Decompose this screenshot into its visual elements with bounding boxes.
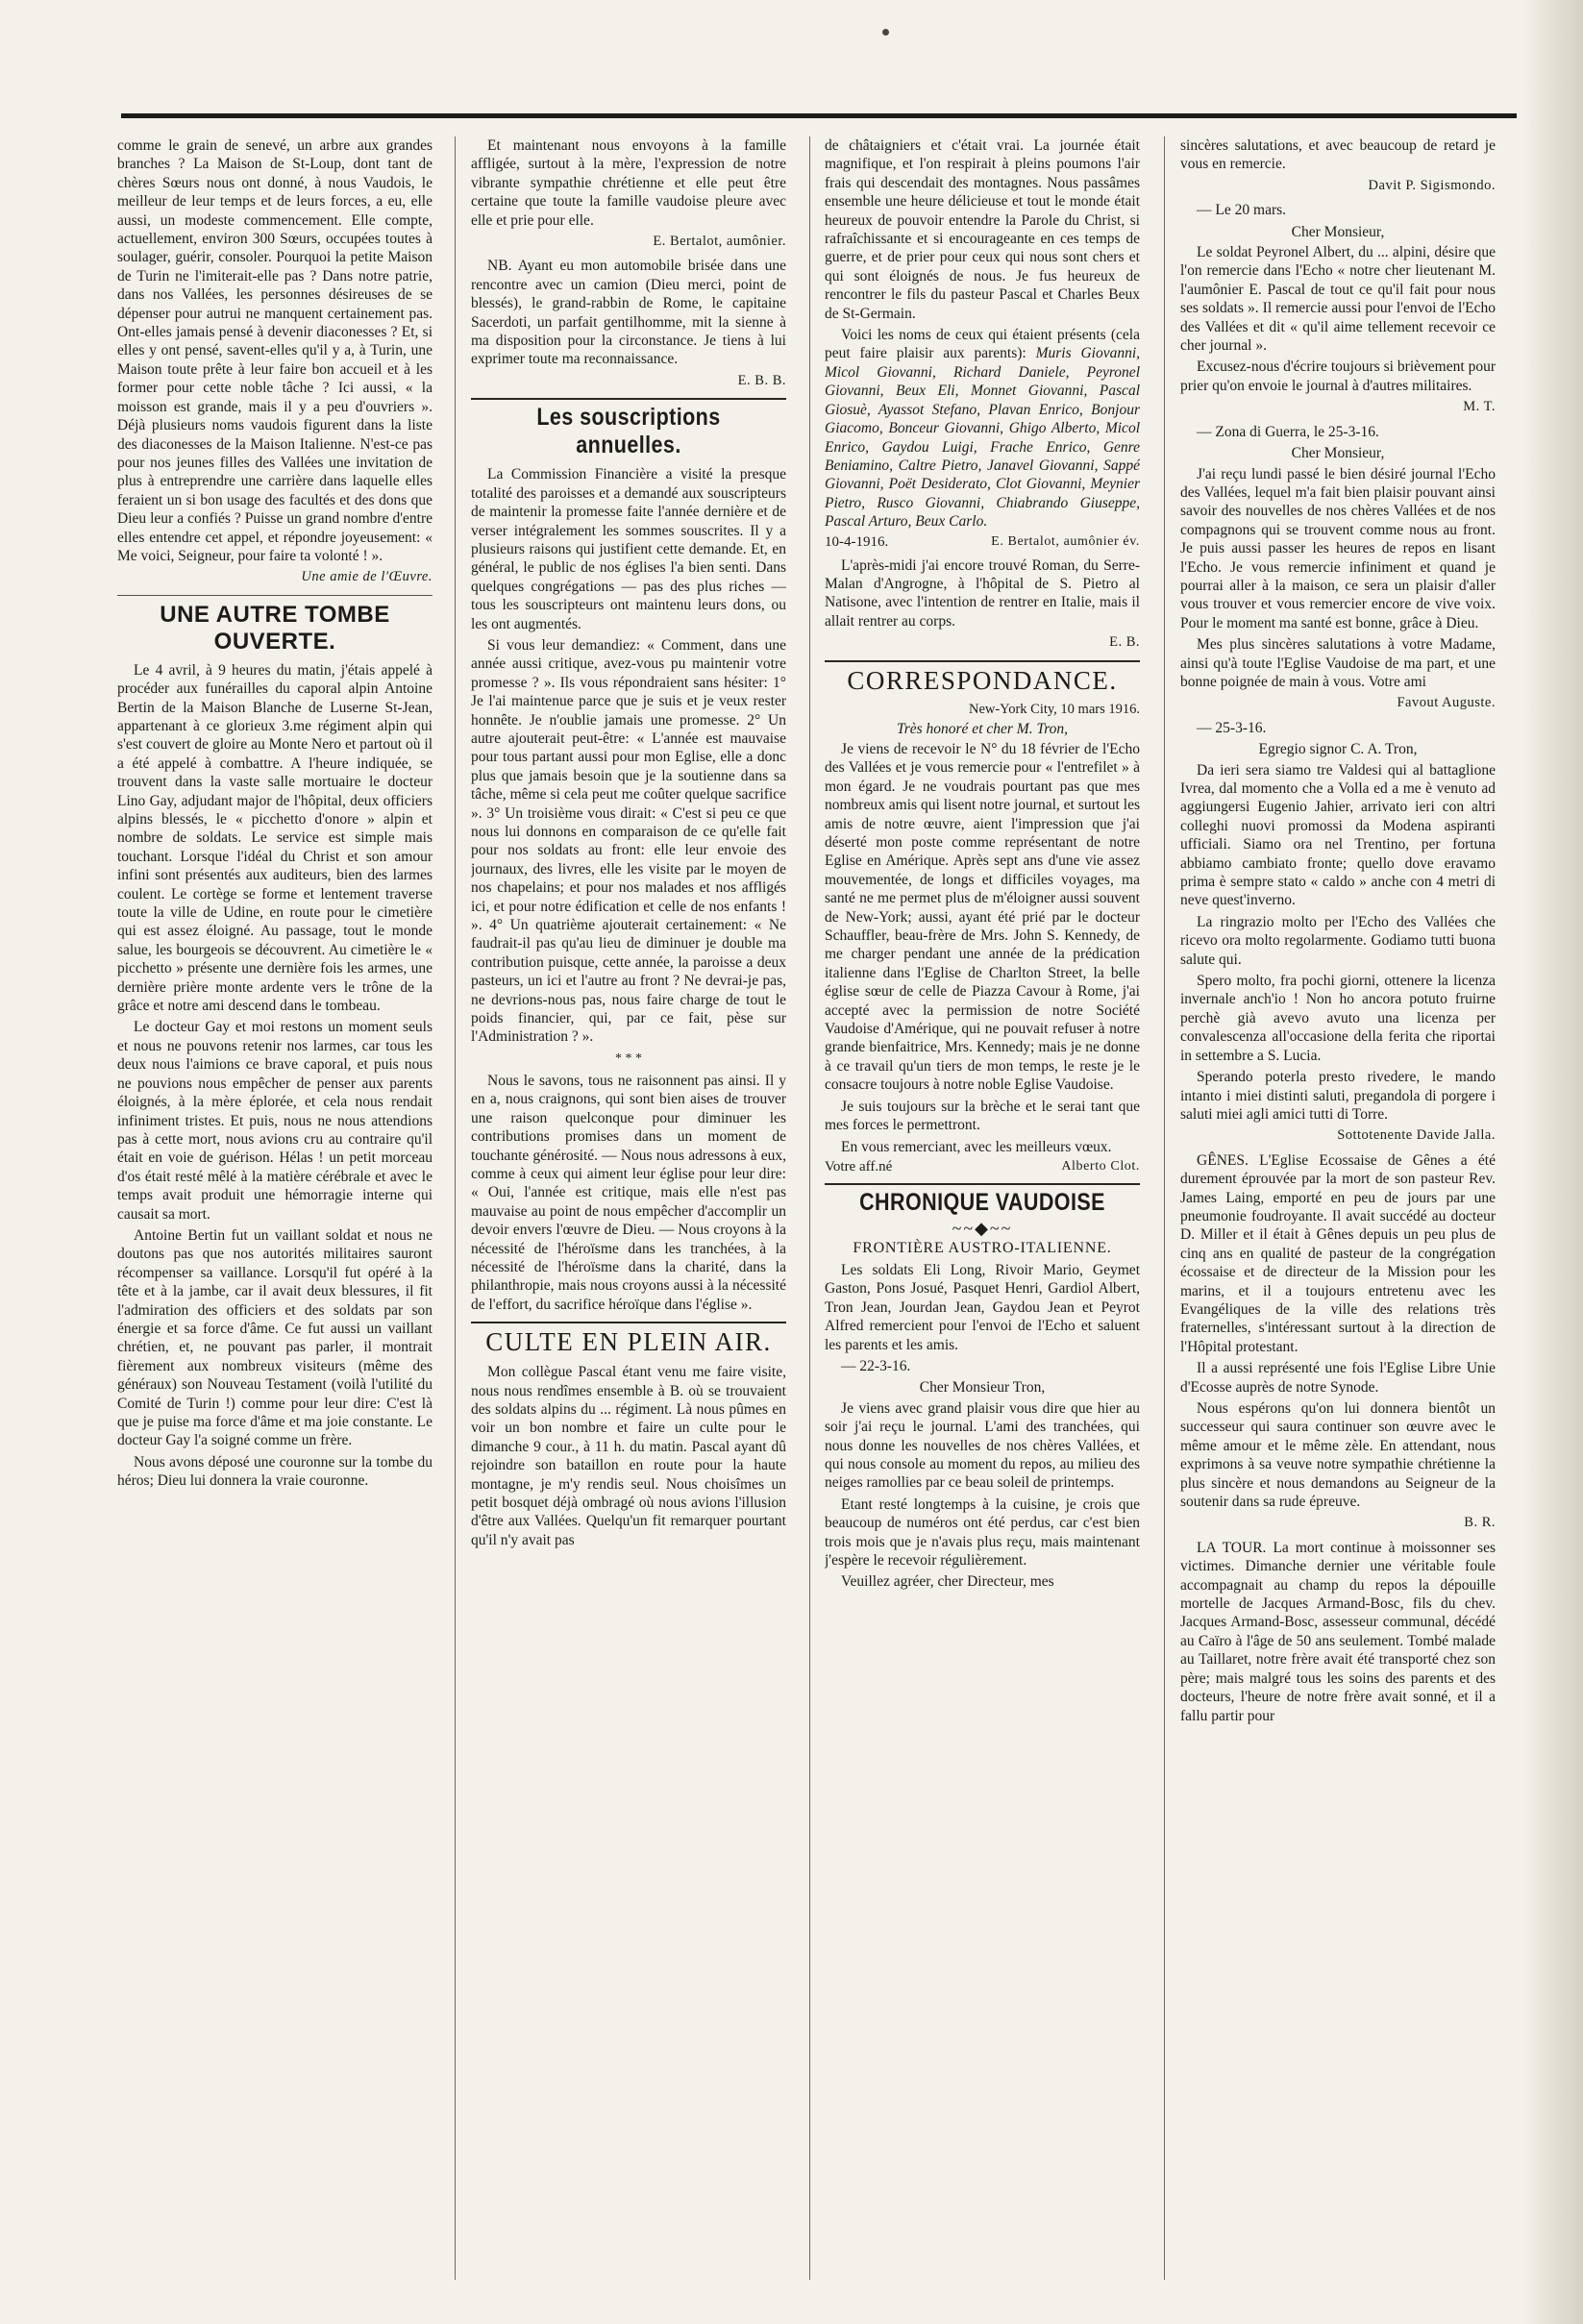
article-paragraph: Le docteur Gay et moi restons un moment seuls et nous ne pouvons retenir nos larmes, car tous les deux nous l'aimions ce brave caporal, et puis nous ne pouvions nous empêcher de penser aux parents éloignés, à la mère éplorée, et cela nous rendait infiniment tristes. Et puis, nous ne nous attendions pas à cette mort, nous avions cru au contraire qu'il était en voie de guérison. Hélas ! un petit morceau d'os était resté mêlé à la matière cérébrale et avec le temps avait produit une hémorragie interne qui causait sa mort. — [117, 1019, 433, 1223]
article-signature: B. R. — [1464, 1515, 1496, 1531]
letter-paragraph: Mes plus sincères salutations à votre Madame, ainsi qu'à toute l'Eglise Vaudoise de ma part, et une bonne poignée de main à vous. Votre ami — [1180, 636, 1496, 690]
asterism: * * * — [615, 1051, 642, 1066]
letter-paragraph: Le soldat Peyronel Albert, du ... alpini, désire que l'on remercie dans l'Echo « notre cher lieutenant M. l'aumônier E. Pascal de tout ce qu'il fait pour nous ses soldats ». Il remercie aussi pour l'envoi de l'Echo des Vallées et dit « qu'il aime tellement recevoir ce cher journal ». — [1180, 244, 1496, 355]
heading-ornament: ~~◆~~ — [952, 1218, 1013, 1238]
column-2 — [471, 136, 786, 2280]
column-4 — [1180, 136, 1496, 2280]
letter-salutation: Cher Monsieur, — [1291, 445, 1385, 462]
letter-salutation: Très honoré et cher M. Tron, — [896, 720, 1069, 737]
article-heading-tombe: UNE AUTRE TOMBE OUVERTE. — [160, 601, 390, 655]
letter-signature: Alberto Clot. — [1061, 1158, 1140, 1174]
letter-closing-row — [825, 1159, 1140, 1175]
letter-dateline: — Zona di Guerra, le 25-3-16. — [1197, 423, 1379, 440]
article-separator — [825, 1183, 1140, 1185]
letter-dateline: — 22-3-16. — [841, 1357, 911, 1374]
letter-paragraph: Da ieri sera siamo tre Valdesi qui al battaglione Ivrea, dal momento che a Volla ed a me è venuto ad aggiungersi Eugenio Jahier, arrivato ieri con altri colleghi nuovi promossi da Modena aspiranti ufficiali. Siamo ora nel Trentino, per fortuna abbiamo cambiato fronte; quello dove eravamo prima è sempre stato « caldo » anche con 4 metri di neve quest'inverno. — [1180, 761, 1496, 909]
column-divider — [455, 136, 456, 2280]
article-heading-souscriptions: Les souscriptions annuelles. — [536, 404, 721, 459]
article-separator — [825, 660, 1140, 662]
article-paragraph: Voici les noms de ceux qui étaient présents (cela peut faire plaisir aux parents): Muris Giovanni, Micol Giovanni, Richard Daniele, Peyronel Giovanni, Beux Eli, Monnet Giovanni, Pascal Giosuè, Ayassot Stefano, Plavan Enrico, Bonjour Giacomo, Bonceur Giovanni, Ghigo Alberto, Micol Enrico, Gaydou Luigi, Frache Enrico, Genre Beniamino, Caltre Pietro, Janavel Giovanni, Sappé Giovanni, Poët Desiderato, Clot Giovanni, Meynier Pietro, Rusco Giovanni, Chiabrando Giuseppe, Pascal Arturo, Beux Carlo. — [825, 327, 1140, 531]
letter-dateline: New-York City, 10 mars 1916. — [968, 701, 1140, 717]
letter-paragraph: Sperando poterla presto rivedere, le mando intanto i miei distinti saluti, pregandola di porgere i saluti miei agli amici tutti di Torre. — [1180, 1069, 1496, 1123]
article-signature-row — [825, 534, 1140, 551]
section-heading-correspondance: CORRESPONDANCE. — [847, 665, 1118, 695]
letter-paragraph: Je suis toujours sur la brèche et le serai tant que mes forces le permettront. — [825, 1098, 1140, 1134]
article-paragraph: Les soldats Eli Long, Rivoir Mario, Geymet Gaston, Pons Josué, Pasquet Henri, Gardiol Albert, Tron Jean, Jourdan Jean, Gaydou Jean et Peyrot Alfred remercient pour l'envoi de l'Echo et saluent les parents et les amis. — [825, 1261, 1140, 1353]
article-paragraph: Le 4 avril, à 9 heures du matin, j'étais appelé à procéder aux funérailles du caporal alpin Antoine Bertin de la Maison Blanche de Luserne St-Jean, appartenant à ce glorieux 3.me régiment alpin qui s'est couvert de gloire au Monte Nero et partout où il a été appelé à combattre. A l'heure indiquée, se trouvent dans la vaste salle mortuaire le docteur Lino Gay, adjudant major de l'hôpital, deux officiers alpins blessés, le « picchetto d'onore » alpin et nombre de soldats. Le service est simple mais touchant. Lorsque l'idéal du Christ et son amour infini sont présentés aux auditeurs, bien des larmes coulent. Le cortège se forme et lentement traverse toute la ville de Udine, en route pour le cimetière qui est assez éloigné. Au passage, tout le monde salue, les bourgeois se découvrent. Au cimetière le « picchetto » présente une dernière fois les armes, une dernière prière monte ardente vers le trône de la grâce et notre ami descend dans le tombeau. — [117, 661, 433, 1015]
section-subheading: FRONTIÈRE AUSTRO-ITALIENNE. — [853, 1239, 1112, 1256]
letter-paragraph: Je viens avec grand plaisir vous dire que hier au soir j'ai reçu le journal. L'ami des tranchées, qui nous donne les nouvelles de nos chères Vallées, et qui nous console au moment du repos, au milieu des neiges ramollies par ce beau soleil de printemps. — [825, 1399, 1140, 1492]
printer-mark — [882, 29, 889, 36]
letter-salutation: Cher Monsieur Tron, — [919, 1379, 1046, 1397]
letter-signature: Davit P. Sigismondo. — [1368, 177, 1496, 193]
letter-dateline: — 25-3-16. — [1197, 719, 1267, 736]
article-signature: Une amie de l'Œuvre. — [301, 569, 433, 585]
letter-signature: M. T. — [1463, 399, 1496, 415]
article-paragraph: L'après-midi j'ai encore trouvé Roman, du Serre-Malan d'Angrogne, à l'hôpital de S. Pietro al Natisone, avec l'intention de rentrer en Italie, mais il allait rentrer au corps. — [825, 556, 1140, 630]
article-date: 10-4-1916. — [825, 533, 889, 550]
article-note: NB. Ayant eu mon automobile brisée dans une rencontre avec un camion (Dieu merci, point de blessés), le grand-rabbin de Rome, le capitaine Sacerdoti, un parfait gentilhomme, mit la sienne à ma disposition pour la circonstance. Je tiens à lui exprimer toute ma reconnaissance. — [471, 258, 786, 368]
column-1 — [117, 136, 433, 2280]
article-signature: E. B. B. — [737, 372, 786, 388]
letter-paragraph: Je viens de recevoir le N° du 18 février de l'Echo des Vallées et je vous remercie pour « l'entrefilet » à mon égard. Je ne voudrais pourtant pas que mes nombreux amis qui lisent notre journal, et surtout les amis de notre œuvre, aient l'impression que j'ai déserté mon poste comme représentant de notre Eglise en Amérique. Après sept ans d'une vie assez mouvementée, de longs et difficiles voyages, ma santé ne me permet plus de m'éloigner aussi souvent de New-York; aussi, ayant été prié par le docteur Schauffler, beau-frère de Mrs. John S. Kennedy, de me charger pendant une année de la prédication italienne dans l'Eglise de Charlton Street, la belle église sœur de celle de Piazza Cavour à Rome, j'ai accepté avec la permission de notre Société Vaudoise d'Amérique, qui ne pouvait refuser à notre grande bienfaitrice, Mrs. Kennedy; mais je ne donne à ce travail qu'un tiers de mon temps, le reste je le consacre toujours à notre noble Eglise Vaudoise. — [825, 740, 1140, 1094]
letter-continuation: sincères salutations, et avec beaucoup de retard je vous en remercie. — [1180, 137, 1496, 173]
page-edge-shadow — [1523, 0, 1583, 2324]
article-paragraph: Nous avons déposé une couronne sur la tombe du héros; Dieu lui donnera la vraie couronne. — [117, 1453, 433, 1490]
article-signature: E. B. — [1109, 634, 1140, 651]
article-paragraph: Antoine Bertin fut un vaillant soldat et nous ne doutons pas que nos autorités militaires sauront récompenser sa vaillance. Lorsqu'il fut opéré à la tête et à la jambe, car il avait deux blessures, il fit l'admiration des officiers et des soldats par son énergie et sa force d'âme. Ce fut aussi un vaillant chrétien, et, ne pouvant pas parler, il montrait fièrement aux nombreux visiteurs (même des généraux) son Nouveau Testament (voilà l'utilité du Comité de Turin !) comme pour leur dire: C'est là que je puise ma force d'âme et ma joie constante. Le docteur Gay l'a soigné comme un frère. — [117, 1226, 433, 1449]
column-divider — [1164, 136, 1165, 2280]
article-heading-culte: CULTE EN PLEIN AIR. — [485, 1327, 772, 1357]
article-continuation: de châtaigniers et c'était vrai. La journée était magnifique, et l'on respirait à pleins poumons l'air frais qui descendait des montagnes. Nous passâmes ensemble une heure délicieuse et tout le monde était heureux de pouvoir entendre la Parole du Christ, si rafraîchissante et si encourageante en ces temps de guerre, et de prier pour ceux qui nous sont chers et qui sont éloignés de nous. Je fus heureux de rencontrer le fils du pasteur Pascal et Charles Beux de St-Germain. — [825, 137, 1140, 322]
article-paragraph: Si vous leur demandiez: « Comment, dans une année aussi critique, avez-vous pu maintenir votre promesse ? ». Ils vous répondraient sans hésiter: 1° Je l'ai maintenue parce que je suis et je veux rester honnête. Je n'oublie jamais une promesse. 2° Un autre ajouterait peut-être: « L'année est mauvaise pour tous partant aussi pour mon Eglise, elle a donc plus que jamais besoin que je la soutienne dans sa tâche, même si cela peut me coûter quelque sacrifice ». 3° Un troisième vous dirait: « C'est si peu ce que nous lui donnons en comparaison de ce qu'elle fait pour nos soldats au front: elle leur envoie des journaux, des livres, elle les visite par le moyen de nos chapelains; et pour nos malades et nos affligés ici, et pour notre édification et celle de nos enfants ! ». 4° Un quatrième ajouterait certainement: « Ne faudrait-il pas qu'au lieu de diminuer je double ma contribution puisque, cette année, la paroisse a deux pasteurs, un ici et l'autre au front ? Ne devrai-je pas, ne devrions-nous pas, nous faire charge de tout le poids financier, qui, par ce fait, pèse sur l'Administration ? ». — [471, 636, 786, 1046]
article-paragraph: La Commission Financière a visité la presque totalité des paroisses et a demandé aux souscripteurs de maintenir la promesse faite l'année dernière et de verser intégralement les sommes souscrites. Il y a plusieurs raisons qui justifient cette demande. Et, en général, le public de nos églises l'a bien senti. Dans quelques congrégations — pas des plus riches — tous les souscripteurs ont maintenu leurs dons, ou les ont augmentés. — [471, 466, 786, 632]
letter-paragraph: Veuillez agréer, cher Directeur, mes — [841, 1573, 1054, 1591]
top-rule — [121, 113, 1517, 118]
letter-paragraph: J'ai reçu lundi passé le bien désiré journal l'Echo des Vallées, lequel m'a fait bien plaisir pouvant ainsi savoir des nouvelles de nos chères Vallées et de nos compagnons qui se trouvent comme nous au front. Je puis aussi passer les heures de repos en lisant l'Echo. Je vous remercie infiniment et quand je pourrai aller à la maison, ce sera un plaisir d'aller vous trouver et vous remercier encore de vive voix. Pour le moment ma santé est bonne, grâce à Dieu. — [1180, 465, 1496, 631]
letter-paragraph: En vous remerciant, avec les meilleurs vœux. — [841, 1138, 1112, 1155]
article-signature: E. Bertalot, aumônier év. — [991, 533, 1140, 549]
article-signature: E. Bertalot, aumônier. — [653, 234, 786, 250]
article-paragraph: Nous le savons, tous ne raisonnent pas ainsi. Il y en a, nous craignons, qui sont bien aises de trouver une raison quelconque pour diminuer les contributions promises dans un moment de touchante générosité. — Nous nous adressons à eux, comme à ceux qui aiment leur église pour leur dire: « Oui, l'année est critique, mais elle n'est pas mauvaise au point de nous empêcher d'accomplir un devoir envers l'œuvre de Dieu. — Nous croyons à la nécessité de l'héroïsme dans les tranchées, à la nécessité de l'héroïsme dans la charité, dans la philanthropie, mais nous croyons aussi à la nécessité de l'effort, du sacrifice héroïque dans l'église ». — [471, 1072, 786, 1313]
letter-paragraph: Etant resté longtemps à la cuisine, je crois que beaucoup de numéros ont été perdus, car c'est bien trois mois que je n'avais plus reçu, mais maintenant j'espère le recevoir régulièrement. — [825, 1496, 1140, 1569]
soldier-names-list: Muris Giovanni, Micol Giovanni, Richard Daniele, Peyronel Giovanni, Beux Eli, Monnet Giovanni, Pascal Giosuè, Ayassot Stefano, Plavan Enrico, Bonjour Giacomo, Bonceur Giovanni, Ghigo Alberto, Micol Enrico, Gaydou Luigi, Frache Enrico, Genre Beniamino, Caltre Pietro, Janavel Giovanni, Sappé Giovanni, Poët Desiderato, Clot Giovanni, Meynier Pietro, Rusco Giovanni, Chiabrando Giuseppe, Pascal Arturo, Beux Carlo. — [825, 345, 1140, 531]
section-heading-chronique: CHRONIQUE VAUDOISE — [859, 1188, 1105, 1216]
article-continuation: comme le grain de senevé, un arbre aux grandes branches ? La Maison de St-Loup, dont tant de chères Sœurs nous ont donné, à nous Vaudois, le meilleur de leur temps et de leurs forces, a eu, elle aussi, un modeste commencement. Elle compte, actuellement, environ 300 Sœurs, occupées toutes à soulager, guérir, consoler. Pourquoi la petite Maison de Turin ne l'imiterait-elle pas ? Dans notre patrie, dans nos Vallées, les personnes désireuses de se dépenser pour autrui ne manquent certainement pas. Ont-elles jamais pensé à devenir diaconesses ? Et, si elles y ont pensé, savent-elles qu'il y a, à Turin, une Maison toute prête à leur faire bon accueil et à les former pour cette noble tâche ? Ici aussi, « la moisson est grande, mais il y a peu d'ouvriers ». Déjà plusieurs noms vaudois figurent dans la liste des diaconesses de la Maison Italienne. N'est-ce pas pour nos jeunes filles des Vallées une invitation de plus à entreprendre une carrière dans laquelle elles feraient un si bon usage des facultés et des dons que Dieu leur a confiés ? Puisse un grand nombre d'entre elles entendre cet appel, et répondre joyeusement: « Me voici, Seigneur, pour faire ta volonté ! ». — [117, 137, 433, 564]
article-separator — [117, 595, 433, 596]
letter-salutation: Cher Monsieur, — [1291, 223, 1385, 240]
letter-salutation: Egregio signor C. A. Tron, — [1258, 741, 1418, 758]
article-paragraph: Nous espérons qu'on lui donnera bientôt un successeur qui saura continuer son œuvre avec le même amour et le même zèle. En attendant, nous exprimons à sa veuve notre sympathie chrétienne la plus sincère et nous demandons au Seigneur de la soutenir dans sa rude épreuve. — [1180, 1400, 1496, 1511]
news-item-latour: LA TOUR. La mort continue à moissonner ses victimes. Dimanche dernier une véritable foule accompagnait au champ du repos la dépouille mortelle de Jacques Armand-Bosc, fils du chev. Jacques Armand-Bosc, assesseur communal, décédé au Caïro à l'âge de 50 ans seulement. Tombé malade au Taillaret, notre frère avait été transporté chez son père; mais malgré tous les soins des parents et des docteurs, l'heure de notre frère avait sonné, et il a fallu partir pour — [1180, 1539, 1496, 1724]
letter-signature: Sottotenente Davide Jalla. — [1337, 1127, 1496, 1144]
article-separator — [471, 398, 786, 400]
letter-paragraph: La ringrazio molto per l'Echo des Vallées che ricevo ora molto regolarmente. Godiamo tutti buona salute qui. — [1180, 913, 1496, 968]
column-divider — [809, 136, 810, 2280]
article-separator — [471, 1322, 786, 1323]
news-item-genes: GÊNES. L'Eglise Ecossaise de Gênes a été durement éprouvée par la mort de son pasteur Rev. James Laing, emporté en peu de jours par une pneumonie foudroyante. Il avait succédé au docteur D. Miller et il était à Gênes depuis un peu plus de cinq ans en qualité de pasteur de la congrégation écossaise et de directeur de la Mission pour les marins, et il a toujours entretenu avec les Evangéliques de la ville des relations très fraternelles, s'intéressant surtout à la direction de l'Hôpital protestant. — [1180, 1151, 1496, 1355]
article-continuation: Et maintenant nous envoyons à la famille affligée, surtout à la mère, l'expression de notre vibrante sympathie chrétienne et elle peut être certaine que toute la famille vaudoise pleure avec elle et prie pour elle. — [471, 137, 786, 229]
letter-dateline: — Le 20 mars. — [1197, 202, 1287, 219]
letter-closing: Votre aff.né — [825, 1158, 893, 1174]
letter-paragraph: Excusez-nous d'écrire toujours si brièvement pour prier qu'on envoie le journal à d'autres militaires. — [1180, 358, 1496, 394]
letter-paragraph: Spero molto, fra pochi giorni, ottenere la licenza invernale anch'io ! Non ho ancora potuto fruirne perchè già avevo avuto una licenza per convalescenza all'occasione della ferita che riportai in settembre a S. Lucia. — [1180, 973, 1496, 1064]
column-3 — [825, 136, 1140, 2280]
article-paragraph: Il a aussi représenté une fois l'Eglise Libre Unie d'Ecosse auprès de notre Synode. — [1180, 1360, 1496, 1396]
letter-signature: Favout Auguste. — [1397, 695, 1496, 711]
article-paragraph: Mon collègue Pascal étant venu me faire visite, nous nous rendîmes ensemble à B. où se trouvaient des soldats alpins du ... régiment. Là nous pûmes en voir un bon nombre et faire un culte pour le dimanche 9 cour., à 11 h. du matin. Pascal ayant dû rejoindre son bataillon en route pour la haute montagne, je m'y rendis seul. Nous choisîmes un petit bosquet déjà ombragé où nous avions l'illusion d'être aux Vallées. Quelqu'un fit remarquer pourtant qu'il n'y avait pas — [471, 1364, 786, 1548]
